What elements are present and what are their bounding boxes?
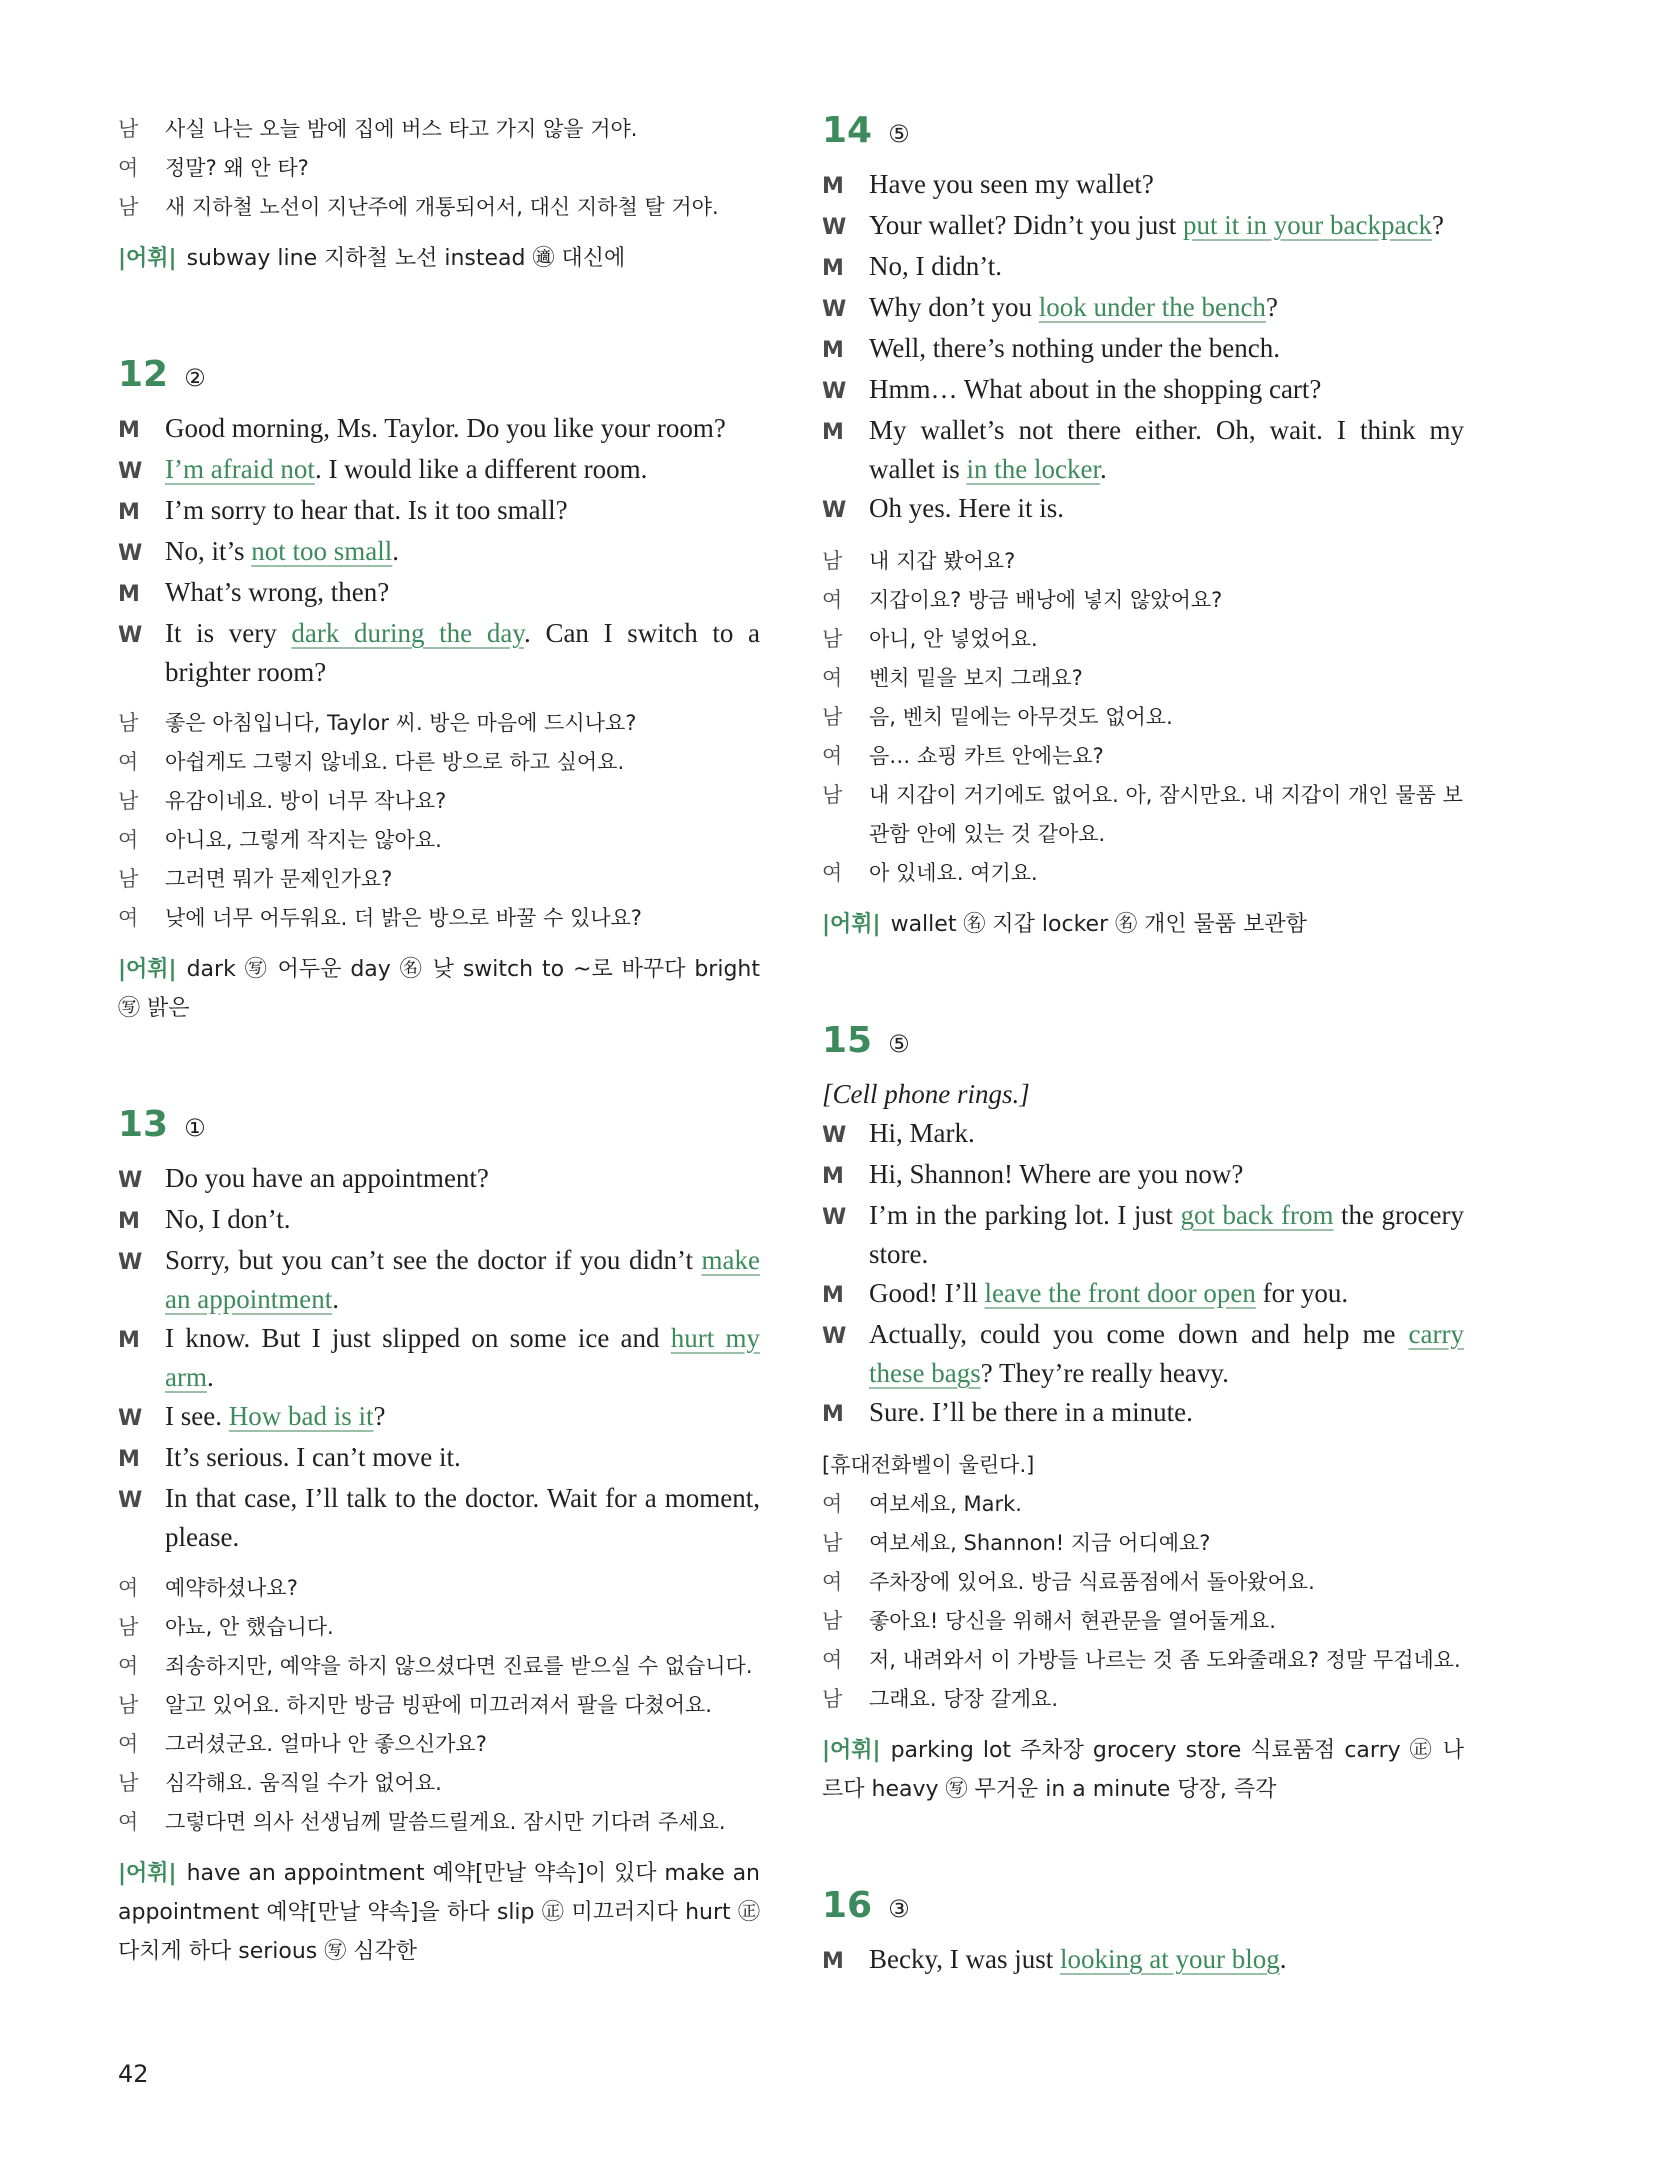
line-text: 저, 내려와서 이 가방들 나르는 것 좀 도와줄래요? 정말 무겁네요. (869, 1648, 1461, 1672)
line-text: 지갑이요? 방금 배낭에 넣지 않았어요? (869, 588, 1223, 612)
text-segment: Your wallet? Didn’t you just (869, 210, 1184, 240)
speaker-label: 여 (822, 1492, 843, 1516)
vocab-text: subway line 지하철 노선 instead ㊜ 대신에 (186, 246, 626, 271)
line-text: 아니요, 그렇게 작지는 않아요. (165, 828, 442, 852)
vocab-box (118, 950, 760, 1028)
text-segment: Hmm… What about in the shopping cart? (869, 374, 1322, 404)
line-text: 좋아요! 당신을 위해서 현관문을 열어둘게요. (869, 1609, 1276, 1633)
line-text: 음, 벤치 밑에는 아무것도 없어요. (869, 705, 1173, 729)
line-text (869, 1315, 1464, 1393)
question-number: 16 (822, 1885, 873, 1926)
english-line (822, 165, 1464, 206)
line-text: 주차장에 있어요. 방금 식료품점에서 돌아왔어요. (869, 1570, 1315, 1594)
text-segment: No, I didn’t. (869, 251, 1002, 281)
speaker-label: W (822, 379, 847, 404)
vocab-text: dark ㊢ 어두운 day ㊔ 낮 switch to ~로 바꾸다 bright ㊢ 밝은 (118, 957, 760, 1021)
speaker-label: M (822, 338, 844, 363)
right-column (822, 110, 1464, 1981)
speaker-label: 남 (822, 705, 843, 729)
key-phrase: got back from (1180, 1200, 1334, 1230)
speaker-label: 여 (822, 588, 843, 612)
line-text: 내 지갑이 거기에도 없어요. 아, 잠시만요. 내 지갑이 개인 물품 보관함 안에 있는 것 같아요. (869, 783, 1463, 846)
korean-line (118, 1803, 760, 1842)
speaker-label: W (822, 215, 847, 240)
line-text (165, 1438, 760, 1477)
line-text (165, 1241, 760, 1319)
speaker-label: M (822, 1949, 844, 1974)
text-segment: . (1099, 454, 1107, 484)
speaker-label: 여 (822, 1648, 843, 1672)
answer-number: ⑤ (888, 1030, 910, 1058)
speaker-label: 여 (118, 156, 139, 180)
key-phrase: How bad is it (228, 1401, 374, 1431)
line-text: 그러셨군요. 얼마나 안 좋으신가요? (165, 1732, 487, 1756)
speaker-label: 남 (118, 1693, 139, 1717)
key-phrase: in the locker (966, 454, 1100, 484)
line-text: 아 있네요. 여기요. (869, 861, 1038, 885)
text-segment: Sorry, but you can’t see the doctor if you didn’t (165, 1245, 702, 1275)
line-text (165, 1159, 760, 1198)
speaker-label: M (118, 1209, 140, 1234)
answer-number: ⑤ (888, 120, 910, 148)
question-header (822, 1020, 1464, 1061)
line-text (869, 1393, 1464, 1432)
left-column (118, 110, 760, 1971)
line-text: 유감이네요. 방이 너무 작나요? (165, 789, 447, 813)
korean-line (822, 1485, 1464, 1524)
question-number: 15 (822, 1020, 873, 1061)
english-line (822, 1940, 1464, 1981)
korean-line (118, 1725, 760, 1764)
speaker-label: M (822, 420, 844, 445)
text-segment: Actually, could you come down and help me (869, 1319, 1409, 1349)
text-segment: What’s wrong, then? (165, 577, 390, 607)
english-line (118, 491, 760, 532)
line-text: 아니, 안 넣었어요. (869, 627, 1038, 651)
korean-dialogue (822, 542, 1464, 893)
question-12 (118, 354, 760, 1028)
text-segment: I’m in the parking lot. I just (869, 1200, 1181, 1230)
english-line (118, 614, 760, 692)
text-segment: I know. But I just slipped on some ice and (165, 1323, 671, 1353)
speaker-label: M (118, 500, 140, 525)
vocab-text: wallet ㊔ 지갑 locker ㊔ 개인 물품 보관함 (890, 912, 1307, 937)
speaker-label: W (118, 1488, 143, 1513)
question-header (822, 110, 1464, 151)
speaker-label: 남 (822, 1687, 843, 1711)
line-text (869, 329, 1464, 368)
speaker-label: W (118, 459, 143, 484)
speaker-label: 남 (118, 117, 139, 141)
line-text: 새 지하철 노선이 지난주에 개통되어서, 대신 지하철 탈 거야. (165, 195, 719, 219)
korean-line (822, 581, 1464, 620)
text-segment: . (332, 1284, 339, 1314)
text-segment: ? (1431, 210, 1444, 240)
line-text: 음… 쇼핑 카트 안에는요? (869, 744, 1104, 768)
text-segment: for you. (1255, 1278, 1349, 1308)
speaker-label: W (822, 297, 847, 322)
speaker-label: W (118, 1250, 143, 1275)
speaker-label: 여 (118, 1576, 139, 1600)
vocab-label: |어휘| (118, 957, 177, 982)
line-text (869, 1114, 1464, 1153)
speaker-label: W (118, 623, 143, 648)
english-line (118, 1159, 760, 1200)
korean-line (118, 860, 760, 899)
line-text: 알고 있어요. 하지만 방금 빙판에 미끄러져서 팔을 다쳤어요. (165, 1693, 712, 1717)
vocab-box (822, 905, 1464, 944)
speaker-label: 남 (822, 1609, 843, 1633)
speaker-label: 여 (118, 750, 139, 774)
answer-number: ① (184, 1114, 206, 1142)
vocab-label: |어휘| (822, 1738, 881, 1763)
english-line (822, 247, 1464, 288)
text-segment: . (1279, 1944, 1287, 1974)
text-segment: Well, there’s nothing under the bench. (869, 333, 1280, 363)
text-segment: . (206, 1362, 214, 1392)
line-text (869, 1940, 1464, 1979)
english-dialogue (822, 1940, 1464, 1981)
english-line (118, 1319, 760, 1397)
english-line (822, 1155, 1464, 1196)
korean-line (822, 620, 1464, 659)
speaker-label: 남 (118, 1771, 139, 1795)
line-text (165, 1479, 760, 1557)
text-segment: Sure. I’ll be there in a minute. (869, 1397, 1193, 1427)
line-text: 사실 나는 오늘 밤에 집에 버스 타고 가지 않을 거야. (165, 117, 638, 141)
english-line (118, 1479, 760, 1557)
line-text (869, 489, 1464, 528)
line-text: 낮에 너무 어두워요. 더 밝은 방으로 바꿀 수 있나요? (165, 906, 642, 930)
text-segment: My wallet’s not there either. Oh, wait. I think my wallet is (869, 415, 1464, 484)
key-phrase: make an appointment (165, 1245, 760, 1314)
text-segment: No, I don’t. (165, 1204, 291, 1234)
korean-line (822, 776, 1464, 854)
line-text (869, 288, 1464, 327)
line-text (165, 1319, 760, 1397)
key-phrase: looking at your blog (1059, 1944, 1280, 1974)
speaker-label: M (822, 1164, 844, 1189)
korean-line (118, 1569, 760, 1608)
line-text: 벤치 밑을 보지 그래요? (869, 666, 1083, 690)
line-text (165, 491, 760, 530)
line-text (165, 450, 760, 489)
line-text (165, 409, 760, 448)
line-text: 심각해요. 움직일 수가 없어요. (165, 1771, 442, 1795)
speaker-label: W (118, 1406, 143, 1431)
speaker-label: W (822, 1123, 847, 1148)
vocab-label: |어휘| (118, 1861, 177, 1886)
vocab-label: |어휘| (822, 912, 881, 937)
speaker-label: 여 (822, 666, 843, 690)
line-text (869, 1196, 1464, 1274)
vocab-text: parking lot 주차장 grocery store 식료품점 carry ㊣ 나르다 heavy ㊢ 무거운 in a minute 당장, 즉각 (822, 1738, 1464, 1802)
speaker-label: 남 (118, 711, 139, 735)
text-segment: Hi, Mark. (869, 1118, 975, 1148)
speaker-label: W (822, 498, 847, 523)
english-line (822, 288, 1464, 329)
speaker-label: M (822, 1402, 844, 1427)
speaker-label: 여 (118, 828, 139, 852)
korean-dialogue (822, 1485, 1464, 1719)
korean-line (118, 704, 760, 743)
english-line (822, 1274, 1464, 1315)
key-phrase: dark during the day (291, 618, 525, 648)
korean-line (118, 1647, 760, 1686)
line-text (165, 573, 760, 612)
speaker-label: 남 (118, 867, 139, 891)
vocab-label: |어휘| (118, 246, 177, 271)
vocab-box (118, 1854, 760, 1971)
stage-direction: [Cell phone rings.] (822, 1079, 1030, 1109)
key-phrase: carry these bags (869, 1319, 1464, 1388)
line-text (165, 1397, 760, 1436)
line-text (869, 206, 1464, 245)
speaker-label: 남 (822, 549, 843, 573)
english-line (822, 411, 1464, 489)
key-phrase: leave the front door open (984, 1278, 1256, 1308)
korean-line (118, 1608, 760, 1647)
key-phrase: hurt my arm (165, 1323, 760, 1392)
korean-line (822, 1524, 1464, 1563)
speaker-label: M (822, 174, 844, 199)
english-dialogue (822, 165, 1464, 530)
korean-line (118, 1764, 760, 1803)
english-line (822, 1196, 1464, 1274)
line-text: 정말? 왜 안 타? (165, 156, 309, 180)
text-segment: ? They’re really heavy. (980, 1358, 1229, 1388)
question-13 (118, 1104, 760, 1971)
text-segment: Oh yes. Here it is. (869, 493, 1064, 523)
speaker-label: W (118, 541, 143, 566)
korean-line (822, 1680, 1464, 1719)
korean-line (118, 110, 760, 149)
korean-dialogue (118, 704, 760, 938)
speaker-label: W (822, 1324, 847, 1349)
line-text: 여보세요, Mark. (869, 1492, 1022, 1516)
english-dialogue (822, 1114, 1464, 1434)
korean-line (822, 542, 1464, 581)
text-segment: I see. (165, 1401, 229, 1431)
english-line (822, 370, 1464, 411)
korean-line (822, 737, 1464, 776)
text-segment: . I would like a different room. (314, 454, 648, 484)
speaker-label: W (822, 1205, 847, 1230)
korean-line (822, 854, 1464, 893)
korean-line (118, 743, 760, 782)
key-phrase: put it in your backpack (1183, 210, 1432, 240)
line-text: 죄송하지만, 예약을 하지 않으셨다면 진료를 받으실 수 없습니다. (165, 1654, 753, 1678)
speaker-label: W (118, 1168, 143, 1193)
line-text: 아뇨, 안 했습니다. (165, 1615, 334, 1639)
line-text (165, 532, 760, 571)
speaker-label: 남 (822, 627, 843, 651)
speaker-label: 남 (822, 1531, 843, 1555)
english-line (118, 409, 760, 450)
english-line (118, 1200, 760, 1241)
english-line (118, 1397, 760, 1438)
text-segment: Do you have an appointment? (165, 1163, 489, 1193)
question-number: 13 (118, 1104, 169, 1145)
vocab-box (822, 1731, 1464, 1809)
speaker-label: 여 (822, 861, 843, 885)
question-15 (822, 1020, 1464, 1809)
line-text (869, 1155, 1464, 1194)
english-line (118, 573, 760, 614)
korean-line (118, 782, 760, 821)
text-segment: Good morning, Ms. Taylor. Do you like your room? (165, 413, 726, 443)
speaker-label: 여 (118, 1732, 139, 1756)
question-14 (822, 110, 1464, 944)
korean-line (822, 698, 1464, 737)
line-text (869, 247, 1464, 286)
speaker-label: 남 (118, 789, 139, 813)
vocab-text: have an appointment 예약[만날 약속]이 있다 make an appointment 예약[만날 약속]을 하다 slip ㊣ 미끄러지다 hurt ㊣ 다치게 하다 serious ㊢ 심각한 (118, 1861, 760, 1964)
english-line (822, 206, 1464, 247)
english-dialogue (118, 1159, 760, 1557)
question-header (118, 354, 760, 395)
answer-number: ② (184, 364, 206, 392)
korean-line (822, 1602, 1464, 1641)
english-line (822, 329, 1464, 370)
english-line (118, 532, 760, 573)
question-16 (822, 1885, 1464, 1981)
answer-number: ③ (888, 1895, 910, 1923)
text-segment: Why don’t you (869, 292, 1039, 322)
english-dialogue (118, 409, 760, 692)
english-line (822, 1114, 1464, 1155)
text-segment: I’m sorry to hear that. Is it too small? (165, 495, 568, 525)
question-header (822, 1885, 1464, 1926)
text-segment: Good! I’ll (869, 1278, 985, 1308)
key-phrase: look under the bench (1038, 292, 1266, 322)
text-segment: Hi, Shannon! Where are you now? (869, 1159, 1244, 1189)
speaker-label: M (118, 1447, 140, 1472)
line-text: 그러면 뭐가 문제인가요? (165, 867, 393, 891)
speaker-label: 여 (118, 1654, 139, 1678)
text-segment: Becky, I was just (869, 1944, 1060, 1974)
speaker-label: M (822, 256, 844, 281)
korean-line (118, 821, 760, 860)
text-segment: . Can I switch to a brighter room? (165, 618, 760, 687)
line-text (869, 165, 1464, 204)
key-phrase: not too small (251, 536, 393, 566)
line-text: 그렇다면 의사 선생님께 말씀드릴게요. 잠시만 기다려 주세요. (165, 1810, 726, 1834)
english-line (822, 489, 1464, 530)
text-segment: Have you seen my wallet? (869, 169, 1154, 199)
line-text (165, 1200, 760, 1239)
line-text (869, 370, 1464, 409)
speaker-label: 여 (118, 1810, 139, 1834)
question-number: 14 (822, 110, 873, 151)
text-segment: In that case, I’ll talk to the doctor. Wait for a moment, please. (165, 1483, 760, 1552)
korean-dialogue (118, 1569, 760, 1842)
speaker-label: 남 (118, 1615, 139, 1639)
continued-korean-dialogue (118, 110, 760, 227)
speaker-label: M (118, 1328, 140, 1353)
line-text (869, 1274, 1464, 1313)
korean-stage-direction: [휴대전화벨이 울린다.] (822, 1453, 1035, 1477)
english-line (118, 1241, 760, 1319)
korean-line (118, 149, 760, 188)
page-number: 42 (118, 2060, 149, 2088)
english-line (118, 450, 760, 491)
text-segment: the grocery store. (869, 1200, 1465, 1269)
text-segment: ? (373, 1401, 386, 1431)
text-segment: . (392, 536, 400, 566)
question-header (118, 1104, 760, 1145)
speaker-label: M (118, 418, 140, 443)
speaker-label: 남 (118, 195, 139, 219)
english-line (822, 1393, 1464, 1434)
speaker-label: 남 (822, 783, 843, 807)
text-segment: No, it’s (165, 536, 252, 566)
korean-line (118, 899, 760, 938)
line-text: 좋은 아침입니다, Taylor 씨. 방은 마음에 드시나요? (165, 711, 637, 735)
speaker-label: 여 (118, 906, 139, 930)
speaker-label: 여 (822, 1570, 843, 1594)
line-text: 내 지갑 봤어요? (869, 549, 1016, 573)
korean-line (118, 188, 760, 227)
line-text: 그래요. 당장 갈게요. (869, 1687, 1058, 1711)
text-segment: It’s serious. I can’t move it. (165, 1442, 461, 1472)
korean-line (118, 1686, 760, 1725)
korean-line (822, 1641, 1464, 1680)
english-line (118, 1438, 760, 1479)
text-segment: ? (1265, 292, 1278, 322)
line-text: 예약하셨나요? (165, 1576, 298, 1600)
vocab-continued (118, 239, 760, 278)
text-segment: It is very (165, 618, 292, 648)
line-text: 여보세요, Shannon! 지금 어디예요? (869, 1531, 1211, 1555)
speaker-label: 여 (822, 744, 843, 768)
line-text: 아쉽게도 그렇지 않네요. 다른 방으로 하고 싶어요. (165, 750, 625, 774)
key-phrase: I’m afraid not (165, 454, 315, 484)
line-text (869, 411, 1464, 489)
korean-line (822, 659, 1464, 698)
english-line (822, 1315, 1464, 1393)
line-text (165, 614, 760, 692)
question-number: 12 (118, 354, 169, 395)
speaker-label: M (118, 582, 140, 607)
speaker-label: M (822, 1283, 844, 1308)
korean-line (822, 1563, 1464, 1602)
